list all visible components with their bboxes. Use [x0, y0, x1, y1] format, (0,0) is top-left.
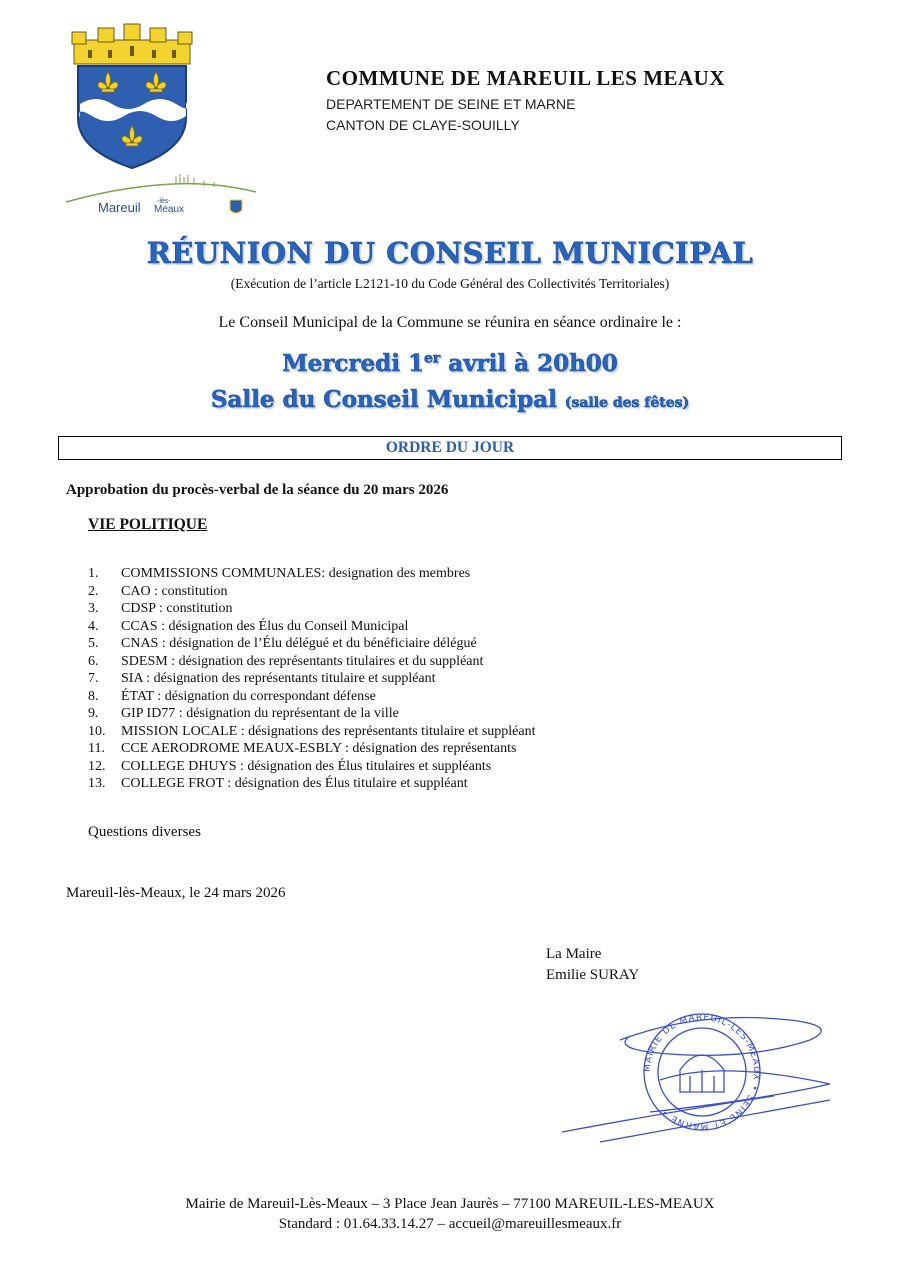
date-ordinal: er: [423, 350, 441, 367]
stamp-signature-icon: [560, 1000, 850, 1150]
town-logo: [64, 172, 260, 222]
agenda-item: [88, 600, 708, 618]
logo-name: Mareuil: [98, 200, 141, 215]
agenda-item-text: CCAS : désignation des Élus du Conseil Municipal: [121, 618, 409, 634]
logo-sub: Meaux: [154, 204, 185, 215]
date-rest: avril à 20h00: [440, 350, 618, 377]
venue-note: (salle des fêtes): [564, 395, 690, 411]
logo-sub-top: -lès-: [157, 198, 171, 205]
agenda-item-number: 10.: [88, 723, 106, 739]
signatory-role: La Maire: [546, 946, 602, 962]
agenda-item-text: CNAS : désignation de l’Élu délégué et du bénéficiaire délégué: [121, 636, 477, 651]
agenda-item-text: COLLEGE DHUYS : désignation des Élus titulaires et suppléants: [121, 758, 492, 774]
questions-diverses: Questions diverses: [88, 824, 201, 840]
footer-contact: Standard : 01.64.33.14.27 – accueil@mareuillesmeaux.fr: [278, 1216, 622, 1232]
agenda-item-number: 5.: [88, 636, 99, 651]
agenda-item: [88, 688, 708, 706]
agenda-item-number: 1.: [88, 566, 99, 581]
agenda-item-number: 13.: [88, 776, 106, 791]
approbation-line: Approbation du procès-verbal de la séance du 20 mars 2026: [66, 482, 449, 498]
agenda-item-text: ÉTAT : désignation du correspondant défense: [121, 688, 376, 704]
agenda-item: [88, 670, 708, 688]
date-day: Mercredi 1: [282, 350, 424, 377]
commune-name: COMMUNE DE MAREUIL LES MEAUX: [326, 66, 726, 90]
page-title: RÉUNION DU CONSEIL MUNICIPAL: [146, 236, 754, 270]
agenda-item-number: 12.: [88, 758, 106, 774]
agenda-item-text: COMMISSIONS COMMUNALES: designation des membres: [121, 566, 471, 581]
meeting-intro: Le Conseil Municipal de la Commune se réunira en séance ordinaire le :: [218, 314, 682, 331]
place-date: Mareuil-lès-Meaux, le 24 mars 2026: [66, 885, 286, 901]
agenda-item-number: 4.: [88, 618, 99, 634]
stamp-text: MAIRIE DE MAREUIL-LES-MEAUX • SEINE ET MARNE •: [642, 1012, 762, 1132]
agenda-item-number: 9.: [88, 706, 99, 721]
agenda-item-text: SIA : désignation des représentants titulaire et suppléant: [121, 671, 436, 686]
section-title: VIE POLITIQUE: [88, 516, 208, 533]
agenda-item-number: 6.: [88, 653, 99, 669]
canton: CANTON DE CLAYE-SOUILLY: [326, 117, 520, 133]
meeting-date: [0, 350, 900, 377]
agenda-item-number: 2.: [88, 583, 99, 599]
agenda-item: [88, 565, 708, 583]
agenda-item-text: COLLEGE FROT : désignation des Élus titulaire et suppléant: [121, 776, 468, 791]
agenda-list: [88, 565, 708, 793]
agenda-item-number: 11.: [88, 741, 105, 756]
agenda-item: [88, 653, 708, 671]
agenda-item: [88, 618, 708, 636]
agenda-item-text: CAO : constitution: [121, 583, 228, 599]
coat-of-arms-icon: [68, 22, 196, 170]
agenda-item: [88, 740, 708, 758]
agenda-item-number: 3.: [88, 601, 99, 616]
agenda-heading: ORDRE DU JOUR: [58, 436, 842, 460]
agenda-item-number: 8.: [88, 688, 99, 704]
footer-address: Mairie de Mareuil-Lès-Meaux – 3 Place Jean Jaurès – 77100 MAREUIL-LES-MEAUX: [185, 1196, 715, 1212]
signatory-name: Emilie SURAY: [546, 967, 640, 983]
agenda-item-number: 7.: [88, 671, 99, 686]
departement: DEPARTEMENT DE SEINE ET MARNE: [326, 96, 576, 112]
agenda-item-text: GIP ID77 : désignation du représentant de la ville: [121, 706, 399, 721]
agenda-item: [88, 705, 708, 723]
agenda-item: [88, 583, 708, 601]
agenda-item: [88, 775, 708, 793]
agenda-item-text: CDSP : constitution: [121, 601, 233, 616]
agenda-item: [88, 723, 708, 741]
venue-name: Salle du Conseil Municipal: [210, 386, 557, 413]
legal-reference: (Exécution de l’article L2121-10 du Code Général des Collectivités Territoriales): [230, 276, 670, 291]
agenda-item: [88, 635, 708, 653]
agenda-item-text: SDESM : désignation des représentants titulaires et du suppléant: [121, 653, 484, 669]
agenda-item: [88, 758, 708, 776]
meeting-venue: [0, 386, 900, 413]
agenda-item-text: MISSION LOCALE : désignations des représentants titulaire et suppléant: [121, 723, 536, 739]
agenda-item-text: CCE AERODROME MEAUX-ESBLY : désignation des représentants: [121, 741, 517, 756]
